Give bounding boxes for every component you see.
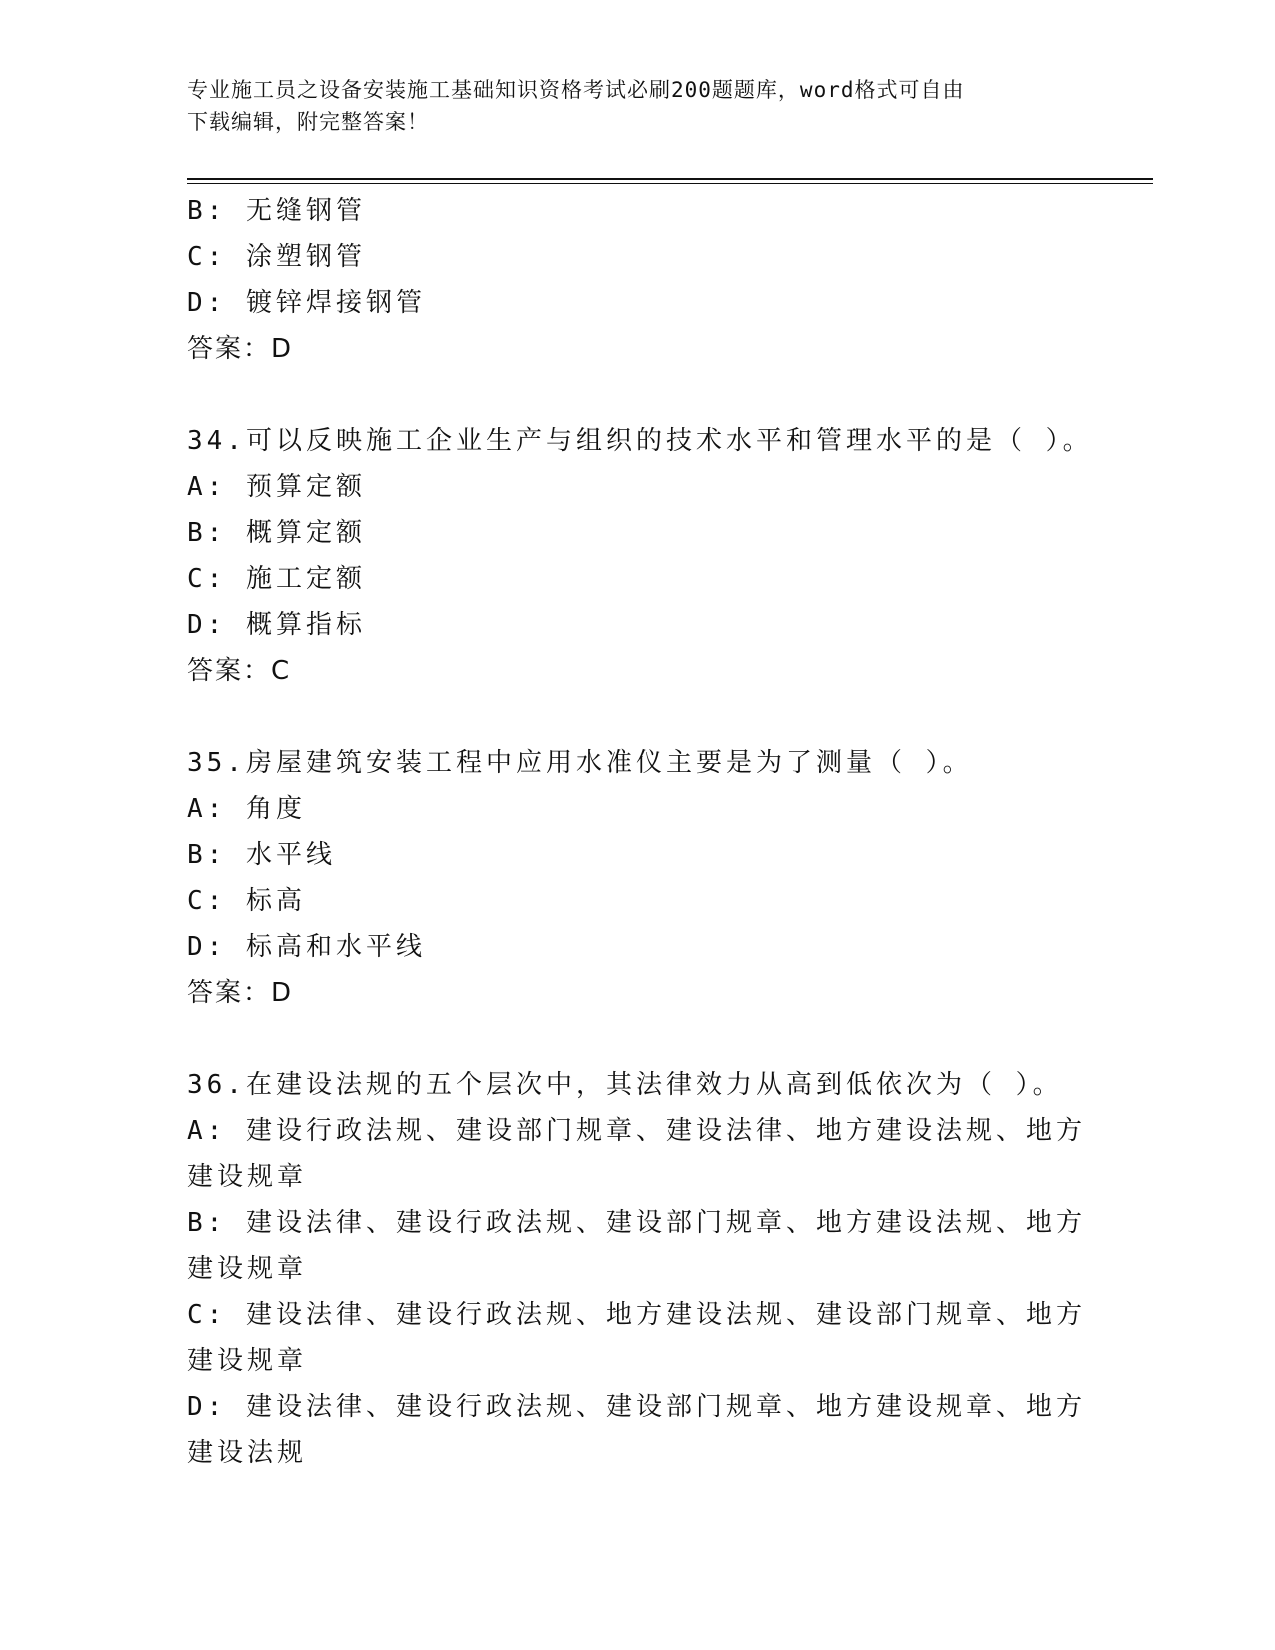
option-a: A: 角度 xyxy=(187,794,306,824)
answer: 答案：D xyxy=(187,978,294,1008)
question-list xyxy=(187,188,1093,1476)
answer: 答案：D xyxy=(187,334,294,364)
option-c: C: 施工定额 xyxy=(187,564,366,594)
option-d: D: 镀锌焊接钢管 xyxy=(187,288,426,318)
option-d: D: 概算指标 xyxy=(187,610,366,640)
question-stem: 36.在建设法规的五个层次中，其法律效力从高到低依次为（ ）。 xyxy=(187,1070,1063,1100)
header-line-2: 下载编辑，附完整答案！ xyxy=(187,110,429,134)
question-35 xyxy=(187,740,1087,1016)
header-line-1: 专业施工员之设备安装施工基础知识资格考试必刷200题题库，word格式可自由 xyxy=(187,78,965,102)
option-c: C: 涂塑钢管 xyxy=(187,242,366,272)
option-b: B: 水平线 xyxy=(187,840,336,870)
answer: 答案：C xyxy=(187,656,292,686)
option-d: D: 标高和水平线 xyxy=(187,932,426,962)
option-c: C: 建设法律、建设行政法规、地方建设法规、建设部门规章、地方建设规章 xyxy=(187,1300,1086,1376)
question-33 xyxy=(187,188,1087,372)
option-c: C: 标高 xyxy=(187,886,306,916)
header-divider-thick xyxy=(187,178,1153,180)
header-divider-thin xyxy=(187,183,1153,184)
question-stem: 35.房屋建筑安装工程中应用水准仪主要是为了测量（ ）。 xyxy=(187,748,973,778)
option-b: B: 概算定额 xyxy=(187,518,366,548)
question-36 xyxy=(187,1062,1087,1476)
option-b: B: 无缝钢管 xyxy=(187,196,366,226)
question-34 xyxy=(187,418,1093,694)
question-stem: 34.可以反映施工企业生产与组织的技术水平和管理水平的是（ ）。 xyxy=(187,426,1093,456)
option-a: A: 预算定额 xyxy=(187,472,366,502)
page-header xyxy=(187,74,1067,138)
option-a: A: 建设行政法规、建设部门规章、建设法律、地方建设法规、地方建设规章 xyxy=(187,1116,1086,1192)
option-b: B: 建设法律、建设行政法规、建设部门规章、地方建设法规、地方建设规章 xyxy=(187,1208,1086,1284)
option-d: D: 建设法律、建设行政法规、建设部门规章、地方建设规章、地方建设法规 xyxy=(187,1392,1086,1468)
